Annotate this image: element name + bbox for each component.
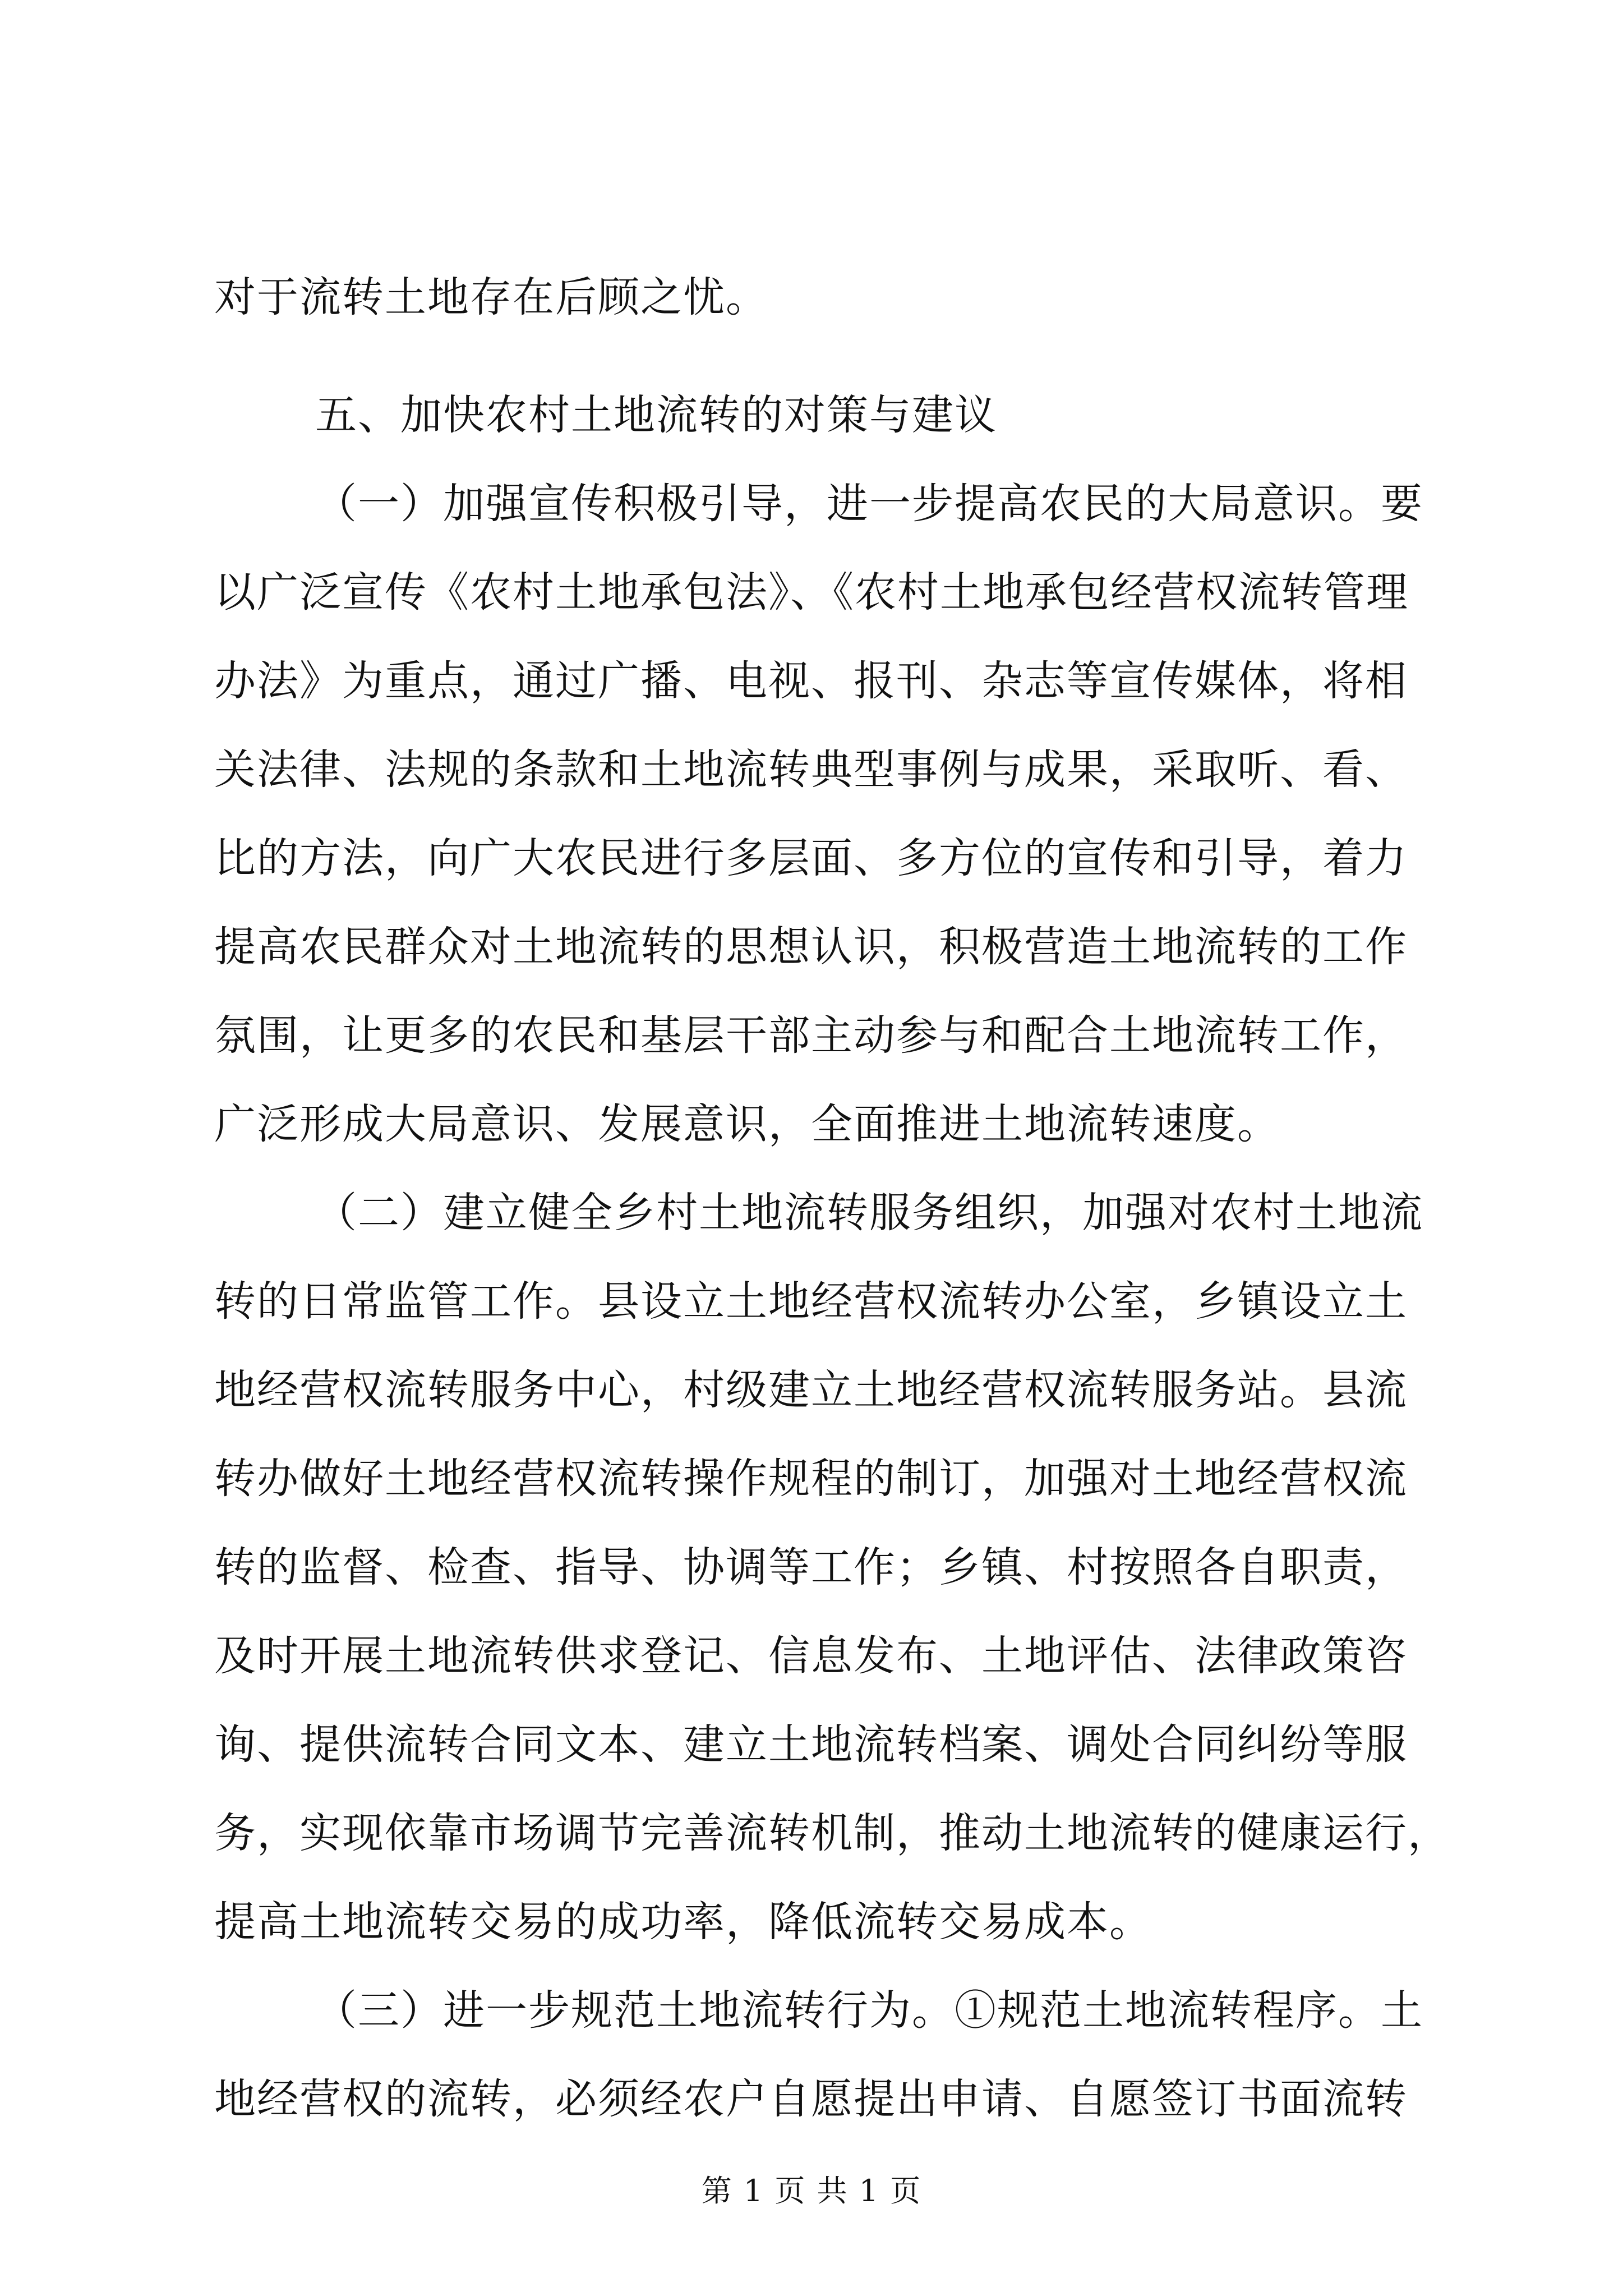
text-line: 转办做好土地经营权流转操作规程的制订，加强对土地经营权流	[214, 1455, 1408, 1503]
text-line: 对于流转土地存在后顾之忧。	[214, 273, 768, 321]
text-line: 转的监督、检查、指导、协调等工作；乡镇、村按照各自职责，	[214, 1543, 1408, 1591]
section-heading: 五、加快农村土地流转的对策与建议	[315, 391, 997, 439]
text-line: 办法》为重点，通过广播、电视、报刊、杂志等宣传媒体，将相	[214, 657, 1408, 705]
text-line: 广泛形成大局意识、发展意识，全面推进土地流转速度。	[214, 1100, 1280, 1148]
text-line: （二）建立健全乡村土地流转服务组织，加强对农村土地流	[315, 1189, 1423, 1237]
text-line: 地经营权的流转，必须经农户自愿提出申请、自愿签订书面流转	[214, 2075, 1408, 2123]
text-line: 提高农民群众对土地流转的思想认识，积极营造土地流转的工作	[214, 923, 1408, 971]
text-line: 比的方法，向广大农民进行多层面、多方位的宣传和引导，着力	[214, 834, 1408, 882]
text-line: 氛围，让更多的农民和基层干部主动参与和配合土地流转工作，	[214, 1011, 1408, 1060]
text-line: 询、提供流转合同文本、建立土地流转档案、调处合同纠纷等服	[214, 1720, 1408, 1769]
text-line: 转的日常监管工作。县设立土地经营权流转办公室，乡镇设立土	[214, 1277, 1408, 1326]
text-line: （一）加强宣传积极引导，进一步提高农民的大局意识。要	[315, 480, 1423, 528]
text-line: 地经营权流转服务中心，村级建立土地经营权流转服务站。县流	[214, 1366, 1408, 1414]
text-line: （三）进一步规范土地流转行为。①规范土地流转程序。土	[315, 1986, 1423, 2035]
text-line: 及时开展土地流转供求登记、信息发布、土地评估、法律政策咨	[214, 1632, 1408, 1680]
text-line: 以广泛宣传《农村土地承包法》、《农村土地承包经营权流转管理	[214, 568, 1409, 616]
text-line: 务，实现依靠市场调节完善流转机制，推动土地流转的健康运行，	[214, 1809, 1450, 1857]
text-line: 提高土地流转交易的成功率，降低流转交易成本。	[214, 1898, 1152, 1946]
page-footer: 第 1 页 共 1 页	[701, 2173, 922, 2208]
text-line: 关法律、法规的条款和土地流转典型事例与成果，采取听、看、	[214, 746, 1408, 794]
